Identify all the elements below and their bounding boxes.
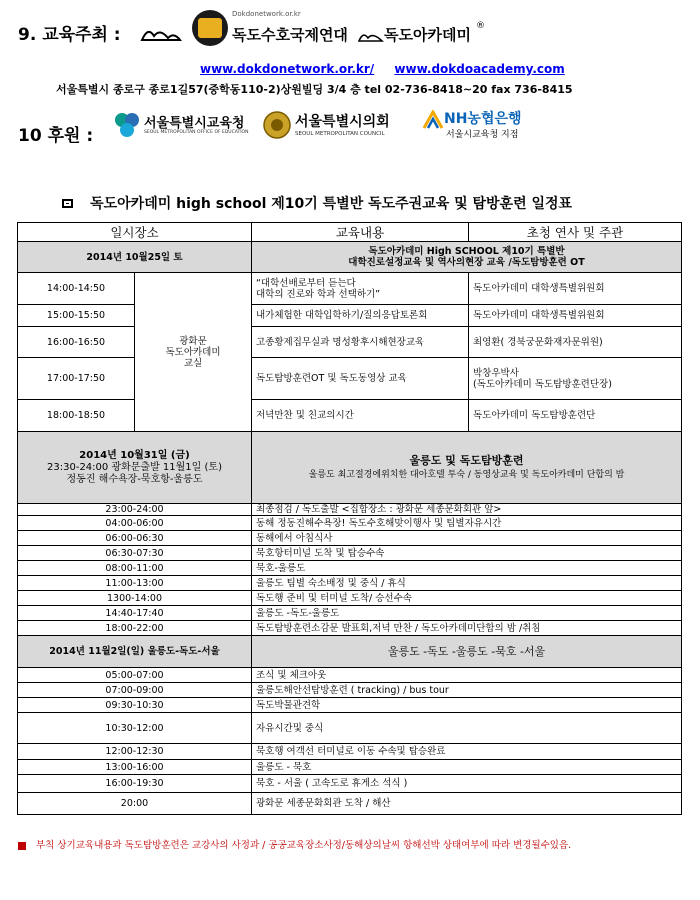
table-row	[18, 504, 682, 516]
day2-title-cell	[252, 432, 682, 504]
time-cell: 23:00-24:00	[18, 504, 252, 516]
content-cell: 독도탐방훈련소감문 발표회,저녁 만찬 / 독도아카데미단합의 밤 /취침	[252, 621, 682, 636]
day2-header-row	[18, 432, 682, 504]
council-emblem-icon	[262, 110, 292, 140]
sponsors-heading: 10 후원 :	[18, 126, 94, 146]
time-cell: 20:00	[18, 793, 252, 815]
island-small-icon	[358, 30, 384, 42]
day3-date: 2014년 11월2일(일) 울릉도-독도-서울	[18, 636, 252, 668]
day2-title: 울릉도 및 독도탐방훈련	[409, 453, 524, 467]
schedule-title-row	[62, 193, 572, 213]
island-icon	[140, 24, 188, 42]
table-row	[18, 668, 682, 683]
day1-title	[252, 242, 682, 273]
content-cell: 동해에서 아침식사	[252, 531, 682, 546]
sponsor-council	[262, 108, 422, 144]
time-cell: 12:00-12:30	[18, 744, 252, 760]
content-cell: 독도탐방훈련OT 및 독도동영상 교육	[252, 358, 469, 400]
time-cell: 13:00-16:00	[18, 760, 252, 775]
table-row	[18, 273, 682, 305]
table-header-row	[18, 223, 682, 242]
table-row	[18, 760, 682, 775]
time-cell: 1300-14:00	[18, 591, 252, 606]
content-cell: 묵호-울릉도	[252, 561, 682, 576]
time-cell: 06:00-06:30	[18, 531, 252, 546]
box-bullet-icon	[62, 199, 73, 208]
content-cell: 독도행 준비 및 터미널 도착/ 승선수속	[252, 591, 682, 606]
link-dokdonetwork[interactable]: www.dokdonetwork.or.kr/	[200, 62, 375, 76]
day1-date: 2014년 10월25일 토	[18, 242, 252, 273]
table-row	[18, 775, 682, 793]
table-row	[18, 793, 682, 815]
host-cell: 독도아카데미 대학생특별위원회	[469, 273, 682, 305]
sponsor2-sub: SEOUL METROPOLITAN COUNCIL	[295, 131, 385, 137]
sponsor3-name: NH농협은행	[444, 111, 522, 127]
content-cell: 묵호 - 서울 ( 고속도로 휴게소 석식 )	[252, 775, 682, 793]
time-cell: 06:30-07:30	[18, 546, 252, 561]
sponsor1-sub: SEOUL METROPOLITAN OFFICE OF EDUCATION	[144, 130, 249, 135]
footnote	[18, 837, 571, 851]
organizer-heading: 9. 교육주최 :	[18, 25, 121, 45]
table-row	[18, 683, 682, 698]
header-host: 초청 연사 및 주관	[469, 223, 682, 242]
nh-bank-logo-icon	[422, 110, 444, 130]
time-cell: 14:40-17:40	[18, 606, 252, 621]
link-dokdoacademy[interactable]: www.dokdoacademy.com	[394, 62, 565, 76]
table-row	[18, 305, 682, 327]
table-row	[18, 591, 682, 606]
table-row	[18, 327, 682, 358]
table-row	[18, 546, 682, 561]
time-cell: 04:00-06:00	[18, 516, 252, 531]
host-cell: 독도아카데미 대학생특별위원회	[469, 305, 682, 327]
sponsor3-sub: 서울시교육청 지점	[446, 130, 519, 140]
content-cell: 자유시간및 중식	[252, 713, 682, 744]
sponsor2-name: 서울특별시의회	[295, 114, 390, 130]
host-cell: 박창우박사 (독도아카데미 독도탐방훈련단장)	[469, 358, 682, 400]
content-cell: 울릉도 -독도-울릉도	[252, 606, 682, 621]
table-row	[18, 713, 682, 744]
edu-office-emblem-icon	[112, 110, 142, 140]
time-cell: 16:00-19:30	[18, 775, 252, 793]
time-cell: 17:00-17:50	[18, 358, 135, 400]
schedule-table	[17, 222, 682, 815]
day1-place: 광화문 독도아카데미 교실	[135, 273, 252, 432]
registered-mark: ®	[476, 21, 485, 31]
time-cell: 18:00-22:00	[18, 621, 252, 636]
day2-date-line1: 2014년 10월31일 (금)	[79, 449, 190, 461]
time-cell: 15:00-15:50	[18, 305, 135, 327]
sponsor1-name: 서울특별시교육청	[144, 116, 245, 131]
content-cell: “대학선배로부터 듣는다 대학의 진로와 학과 선택하기”	[252, 273, 469, 305]
sponsor-nh-bank	[422, 106, 552, 142]
table-row	[18, 621, 682, 636]
red-square-bullet-icon	[18, 842, 26, 850]
content-cell: 울릉도 - 묵호	[252, 760, 682, 775]
day2-date-line2: 23:30-24:00 광화문출발 11월1일 (토)	[47, 461, 222, 473]
sponsor-edu-office	[112, 108, 262, 144]
day3-title: 울릉도 -독도 -울릉도 -묵호 -서울	[252, 636, 682, 668]
org2-name: 독도아카데미	[384, 26, 471, 44]
dokdo-logo-icon	[192, 10, 228, 46]
day1-title-line1: 독도아카데미 High SCHOOL 제10기 특별반	[368, 246, 565, 257]
content-cell: 울릉도해안선탐방훈련 ( tracking) / bus tour	[252, 683, 682, 698]
time-cell: 08:00-11:00	[18, 561, 252, 576]
day1-title-line2: 대학진로설정교육 및 역사의현장 교육 /독도탐방훈련 OT	[348, 257, 585, 268]
time-cell: 09:30-10:30	[18, 698, 252, 713]
time-cell: 05:00-07:00	[18, 668, 252, 683]
day2-subtitle: 울릉도 최고절경에위치한 대아호텔 투숙 / 동영상교육 및 독도아카데미 단합의 밤	[308, 469, 625, 480]
time-cell: 18:00-18:50	[18, 400, 135, 432]
table-row	[18, 531, 682, 546]
day1-header-row	[18, 242, 682, 273]
footnote-text: 부칙 상기교육내용과 독도탐방훈련은 교강사의 사정과 / 공공교육장소사정/동해상의날씨 항해선박 상태여부에 따라 변경될수있음.	[36, 840, 572, 851]
content-cell: 울릉도 팀별 숙소배정 및 중식 / 휴식	[252, 576, 682, 591]
organizer-logos	[140, 10, 500, 46]
time-cell: 07:00-09:00	[18, 683, 252, 698]
host-cell: 독도아카데미 독도탐방훈련단	[469, 400, 682, 432]
content-cell: 최종점검 / 독도출발 <집합장소 : 광화문 세종문화회관 앞>	[252, 504, 682, 516]
table-row	[18, 606, 682, 621]
time-cell: 11:00-13:00	[18, 576, 252, 591]
schedule-title: 독도아카데미 high school 제10기 특별반 독도주권교육 및 탐방훈련 일정표	[90, 196, 573, 212]
day2-date	[18, 432, 252, 504]
day2-date-line3: 정동진 해수욕장-묵호항-울릉도	[66, 473, 203, 485]
time-cell: 10:30-12:00	[18, 713, 252, 744]
content-cell: 광화문 세종문화회관 도착 / 해산	[252, 793, 682, 815]
org1-name: 독도수호국제연대	[232, 26, 348, 44]
organizer-address: 서울특별시 종로구 종로1길57(중학동110-2)상원빌딩 3/4 층 tel 02-736-8418~20 fax 736-8415	[56, 83, 573, 96]
content-cell: 독도박물관견학	[252, 698, 682, 713]
table-row	[18, 744, 682, 760]
content-cell: 묵호행 여객선 터미널로 이동 수속및 탑승완료	[252, 744, 682, 760]
header-content: 교육내용	[252, 223, 469, 242]
table-row	[18, 561, 682, 576]
time-cell: 16:00-16:50	[18, 327, 135, 358]
host-cell: 최영환( 경북궁문화재자문위원)	[469, 327, 682, 358]
content-cell: 저녁만찬 및 친교의시간	[252, 400, 469, 432]
table-row	[18, 358, 682, 400]
org1-small-url: Dokdonetwork.or.kr	[232, 10, 301, 18]
content-cell: 내가체험한 대학입학하기/질의응답토론회	[252, 305, 469, 327]
time-cell: 14:00-14:50	[18, 273, 135, 305]
content-cell: 고종황제집무실과 명성황후시해현장교육	[252, 327, 469, 358]
table-row	[18, 698, 682, 713]
table-row	[18, 400, 682, 432]
table-row	[18, 516, 682, 531]
content-cell: 조식 및 체크아웃	[252, 668, 682, 683]
header-datetime: 일시장소	[18, 223, 252, 242]
content-cell: 묵호항터미널 도착 및 탑승수속	[252, 546, 682, 561]
content-cell: 동해 정동진해수욕장! 독도수호해맞이행사 및 팀별자유시간	[252, 516, 682, 531]
day3-header-row	[18, 636, 682, 668]
table-row	[18, 576, 682, 591]
